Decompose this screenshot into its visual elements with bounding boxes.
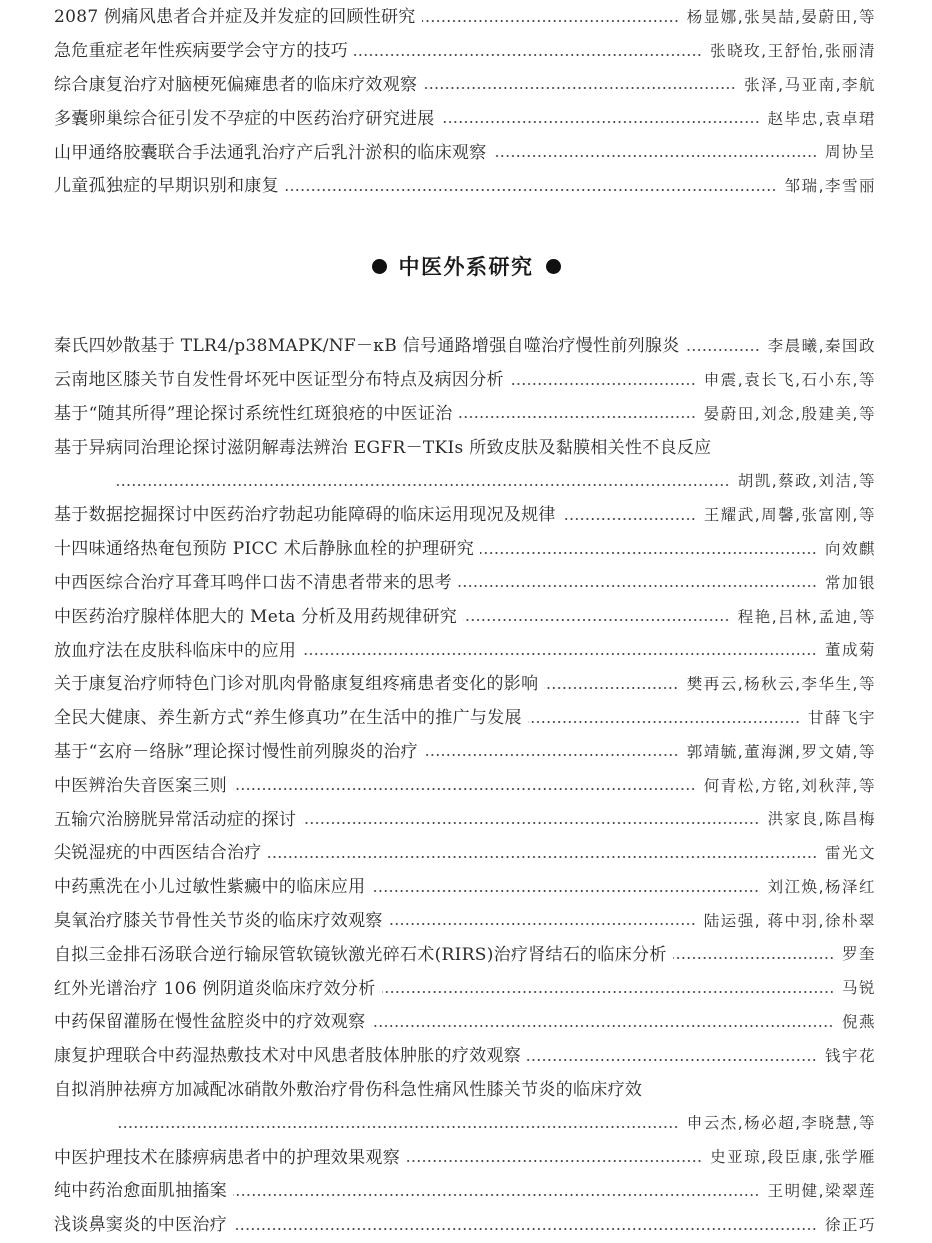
toc-entry[interactable] xyxy=(54,398,876,432)
toc-entry-line2 xyxy=(54,465,876,499)
toc-entry[interactable] xyxy=(54,1006,876,1040)
dot-leader xyxy=(441,121,760,123)
entry-authors: 李晨曦,秦国政 xyxy=(767,337,876,356)
dot-leader xyxy=(371,890,759,892)
entry-title[interactable]: 全民大健康、养生新方式“养生修真功”在生活中的推广与发展 xyxy=(54,708,522,729)
toc-entry[interactable] xyxy=(54,668,876,702)
entry-authors: 雷光文 xyxy=(824,844,876,863)
entry-authors: 董成菊 xyxy=(824,641,876,660)
toc-entry[interactable] xyxy=(54,35,876,69)
entry-title[interactable]: 十四味通络热奄包预防 PICC 术后静脉血栓的护理研究 xyxy=(54,539,475,560)
toc-entry[interactable] xyxy=(54,136,876,170)
toc-entry[interactable] xyxy=(54,170,876,204)
dot-leader xyxy=(423,87,736,89)
dot-leader xyxy=(480,552,817,554)
dot-leader xyxy=(562,518,696,520)
dot-leader xyxy=(686,349,760,351)
dot-leader xyxy=(302,653,817,655)
entry-title[interactable]: 急危重症老年性疾病要学会守方的技巧 xyxy=(54,41,349,62)
toc-entry[interactable] xyxy=(54,871,876,905)
entry-authors: 赵毕忠,袁卓珺 xyxy=(767,109,876,128)
entry-title[interactable]: 山甲通络胶囊联合手法通乳治疗产后乳汁淤积的临床观察 xyxy=(54,142,487,163)
entry-title[interactable]: 综合康复治疗对脑梗死偏瘫患者的临床疗效观察 xyxy=(54,74,418,95)
toc-entry[interactable] xyxy=(54,330,876,364)
dot-leader xyxy=(528,721,800,723)
dot-leader xyxy=(233,1228,817,1230)
entry-authors: 杨显娜,张昊喆,晏蔚田,等 xyxy=(686,8,876,27)
toc-entry[interactable] xyxy=(54,972,876,1006)
dot-leader xyxy=(458,585,817,587)
entry-authors: 胡凯,蔡政,刘洁,等 xyxy=(737,472,876,491)
dot-leader xyxy=(116,484,730,486)
toc-entry[interactable] xyxy=(54,634,876,668)
toc-entry[interactable] xyxy=(54,364,876,398)
bullet-icon xyxy=(546,259,561,274)
entry-authors: 王耀武,周馨,张富刚,等 xyxy=(703,506,876,525)
dot-leader xyxy=(544,687,678,689)
toc-entry[interactable] xyxy=(54,69,876,103)
entry-authors: 何青松,方铭,刘秋萍,等 xyxy=(703,776,876,795)
entry-authors: 邹瑞,李雪丽 xyxy=(784,177,876,196)
entry-title[interactable]: 臭氧治疗膝关节骨性关节炎的临床疗效观察 xyxy=(54,910,383,931)
dot-leader xyxy=(459,416,696,418)
entry-authors: 倪燕 xyxy=(841,1013,876,1032)
entry-authors: 罗奎 xyxy=(841,945,876,964)
entry-authors: 程艳,吕林,孟迪,等 xyxy=(737,607,876,626)
dot-leader xyxy=(422,20,679,22)
entry-title[interactable]: 放血疗法在皮肤科临床中的应用 xyxy=(54,640,297,661)
dot-leader xyxy=(424,754,679,756)
entry-title[interactable]: 中西医综合治疗耳聋耳鸣伴口齿不清患者带来的思考 xyxy=(54,572,452,593)
dot-leader xyxy=(389,923,696,925)
entry-authors: 张晓玫,王舒怡,张丽清 xyxy=(710,41,876,60)
bullet-icon xyxy=(372,259,387,274)
toc-entry[interactable] xyxy=(54,905,876,939)
entry-title[interactable]: 中药熏洗在小儿过敏性紫癜中的临床应用 xyxy=(54,877,366,898)
entry-authors: 马锐 xyxy=(841,979,876,998)
entry-authors: 向效麒 xyxy=(824,539,876,558)
entry-title[interactable]: 康复护理联合中药湿热敷技术对中风患者肢体肿胀的疗效观察 xyxy=(54,1046,522,1067)
entry-title[interactable]: 纯中药治愈面肌抽搐案 xyxy=(54,1181,227,1202)
entry-title[interactable]: 秦氏四妙散基于 TLR4/p38MAPK/NF－κB 信号通路增强自噬治疗慢性前列腺炎 xyxy=(54,336,680,357)
entry-title[interactable]: 五输穴治膀胱异常活动症的探讨 xyxy=(54,809,297,830)
dot-leader xyxy=(285,189,777,191)
entry-authors: 徐正巧 xyxy=(824,1215,876,1234)
toc-entry-line1[interactable] xyxy=(54,431,876,465)
dot-leader xyxy=(371,1025,834,1027)
toc-list xyxy=(54,330,876,1243)
entry-title[interactable]: 儿童孤独症的早期识别和康复 xyxy=(54,176,279,197)
entry-title[interactable]: 基于异病同治理论探讨滋阴解毒法辨治 EGFR－TKIs 所致皮肤及黏膜相关性不良反应 xyxy=(54,437,712,458)
section-heading xyxy=(0,249,932,283)
entry-title[interactable]: 基于“随其所得”理论探讨系统性红斑狼疮的中医证治 xyxy=(54,403,453,424)
entry-authors: 申云杰,杨必超,李晓慧,等 xyxy=(686,1114,876,1133)
dot-leader xyxy=(406,1160,702,1162)
entry-title[interactable]: 2087 例痛风患者合并症及并发症的回顾性研究 xyxy=(54,7,416,28)
entry-authors: 樊再云,杨秋云,李华生,等 xyxy=(686,675,876,694)
entry-title[interactable]: 自拟三金排石汤联合逆行输尿管软镜钬激光碎石术(RIRS)治疗肾结石的临床分析 xyxy=(54,944,667,965)
section-title: 中医外系研究 xyxy=(398,255,534,279)
dot-leader xyxy=(116,1126,679,1128)
entry-authors: 刘江焕,杨泽红 xyxy=(767,877,876,896)
toc-entry[interactable] xyxy=(54,803,876,837)
toc-entry[interactable] xyxy=(54,938,876,972)
entry-authors: 张泽,马亚南,李航 xyxy=(744,75,876,94)
dot-leader xyxy=(493,155,817,157)
toc-section-external-medicine xyxy=(54,330,876,1243)
entry-title[interactable]: 基于数据挖掘探讨中医药治疗勃起功能障碍的临床运用现况及规律 xyxy=(54,505,556,526)
entry-authors: 陆运强, 蒋中羽,徐朴翠 xyxy=(703,911,876,930)
entry-authors: 王明健,梁翠莲 xyxy=(767,1182,876,1201)
entry-authors: 甘薛飞宇 xyxy=(807,708,876,727)
toc-entry[interactable] xyxy=(54,769,876,803)
toc-entry[interactable] xyxy=(54,533,876,567)
dot-leader xyxy=(233,1194,760,1196)
toc-entry[interactable] xyxy=(54,837,876,871)
entry-title[interactable]: 尖锐湿疣的中西医结合治疗 xyxy=(54,843,262,864)
entry-authors: 晏蔚田,刘念,殷建美,等 xyxy=(703,404,876,423)
toc-entry[interactable] xyxy=(54,1040,876,1074)
toc-previous-section xyxy=(54,1,876,204)
toc-entry[interactable] xyxy=(54,567,876,601)
dot-leader xyxy=(527,1059,817,1061)
toc-entry[interactable] xyxy=(54,102,876,136)
entry-title[interactable]: 中药保留灌肠在慢性盆腔炎中的疗效观察 xyxy=(54,1012,366,1033)
entry-authors: 洪家良,陈昌梅 xyxy=(767,810,876,829)
toc-entry[interactable] xyxy=(54,1141,876,1175)
entry-authors: 周协呈 xyxy=(824,143,876,162)
toc-list xyxy=(54,1,876,204)
toc-entry[interactable] xyxy=(54,702,876,736)
entry-authors: 申震,袁长飞,石小东,等 xyxy=(703,370,876,389)
entry-title[interactable]: 多囊卵巢综合征引发不孕症的中医药治疗研究进展 xyxy=(54,108,435,129)
entry-authors: 钱宇花 xyxy=(824,1046,876,1065)
dot-leader xyxy=(510,383,696,385)
entry-title[interactable]: 中医辨治失音医案三则 xyxy=(54,775,227,796)
entry-authors: 史亚琼,段臣康,张学雁 xyxy=(710,1148,876,1167)
toc-entry[interactable] xyxy=(54,1,876,35)
toc-entry[interactable] xyxy=(54,499,876,533)
dot-leader xyxy=(233,788,696,790)
entry-title[interactable]: 关于康复治疗师特色门诊对肌肉骨骼康复组疼痛患者变化的影响 xyxy=(54,674,539,695)
dot-leader xyxy=(463,619,730,621)
entry-title[interactable]: 中医药治疗腺样体肥大的 Meta 分析及用药规律研究 xyxy=(54,606,458,627)
toc-entry-line1[interactable] xyxy=(54,1074,876,1108)
dot-leader xyxy=(382,991,834,993)
toc-entry[interactable] xyxy=(54,736,876,770)
entry-title[interactable]: 中医护理技术在膝痹病患者中的护理效果观察 xyxy=(54,1147,400,1168)
toc-entry[interactable] xyxy=(54,1175,876,1209)
toc-entry-line2 xyxy=(54,1107,876,1141)
entry-title[interactable]: 自拟消肿祛痹方加减配冰硝散外敷治疗骨伤科急性痛风性膝关节炎的临床疗效 xyxy=(54,1079,643,1100)
entry-authors: 常加银 xyxy=(824,573,876,592)
toc-entry[interactable] xyxy=(54,600,876,634)
entry-title[interactable]: 浅谈鼻窦炎的中医治疗 xyxy=(54,1215,227,1236)
entry-title[interactable]: 基于“玄府－络脉”理论探讨慢性前列腺炎的治疗 xyxy=(54,741,418,762)
dot-leader xyxy=(354,54,702,56)
entry-authors: 郭靖毓,董海渊,罗文婧,等 xyxy=(686,742,876,761)
dot-leader xyxy=(673,957,834,959)
entry-title[interactable]: 红外光谱治疗 106 例阴道炎临床疗效分析 xyxy=(54,978,376,999)
dot-leader xyxy=(302,822,759,824)
dot-leader xyxy=(268,856,817,858)
entry-title[interactable]: 云南地区膝关节自发性骨坏死中医证型分布特点及病因分析 xyxy=(54,370,504,391)
